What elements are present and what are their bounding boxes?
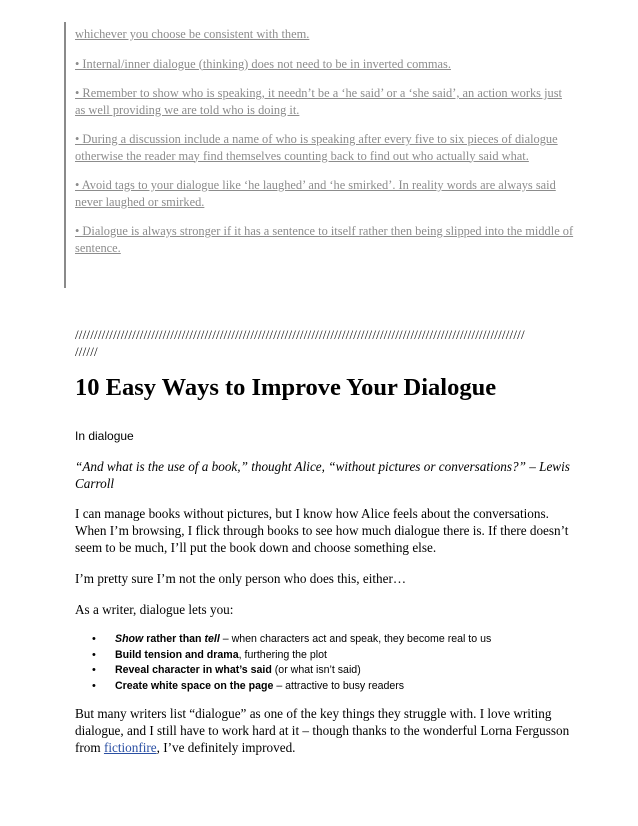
benefits-list: [75, 632, 570, 694]
tip-item: • Avoid tags to your dialogue like ‘he laughed’ and ‘he smirked’. In reality words are always said never laughed or smirked.: [75, 178, 556, 209]
paragraph: But many writers list “dialogue” as one of the key things they struggle with. I love writing dialogue, and I still have to work hard at it – though thanks to the wonderful Lorna Fergusson from fictionfire, I’ve definitely improved.: [75, 706, 570, 755]
paragraph: I can manage books without pictures, but I know how Alice feels about the conversations. When I’m browsing, I flick through books to see how much dialogue there is. If there doesn’t seem to be much, I’ll put the book down and choose something else.: [75, 506, 569, 555]
list-item: • Build tension and drama, furthering the plot: [75, 648, 570, 663]
fictionfire-link[interactable]: fictionfire: [103, 739, 157, 755]
slash-divider-line: //////////////////////////////////////////////////////////////////////////////////////////////////////////////////////: [75, 327, 525, 342]
epigraph-quote: “And what is the use of a book,” thought Alice, “without pictures or conversations?” – Lewis Carroll: [75, 458, 570, 491]
article-body: [75, 428, 570, 770]
list-item: • Reveal character in what’s said (or what isn’t said): [75, 663, 570, 678]
tip-item: whichever you choose be consistent with them.: [75, 27, 310, 41]
tip-item: • Dialogue is always stronger if it has a sentence to itself rather then being slipped into the middle of sentence.: [75, 224, 574, 255]
list-item: • Create white space on the page – attractive to busy readers: [75, 679, 570, 694]
list-item: • Show rather than tell – when characters act and speak, they become real to us: [75, 632, 570, 647]
bullet-icon: •: [92, 679, 96, 692]
tip-item: • Internal/inner dialogue (thinking) does not need to be in inverted commas.: [75, 56, 451, 71]
paragraph: As a writer, dialogue lets you:: [75, 601, 234, 617]
bullet-icon: •: [92, 633, 96, 646]
slash-divider-line: //////: [75, 343, 98, 359]
paragraph: I’m pretty sure I’m not the only person who does this, either…: [75, 570, 407, 586]
slash-divider: [75, 327, 575, 360]
article-title: 10 Easy Ways to Improve Your Dialogue: [75, 374, 497, 401]
intro-label: In dialogue: [75, 429, 134, 443]
bullet-icon: •: [92, 664, 96, 677]
tip-item: • During a discussion include a name of who is speaking after every five to six pieces of dialogue otherwise the reader may find themselves counting back to find out who actually said what.: [75, 132, 558, 163]
blockquote-bar: [64, 22, 66, 288]
dialogue-tips-block: [75, 26, 575, 269]
bullet-icon: •: [92, 648, 96, 661]
tip-item: • Remember to show who is speaking, it needn’t be a ‘he said’ or a ‘she said’, an action works just as well providing we are told who is doing it.: [75, 86, 562, 117]
